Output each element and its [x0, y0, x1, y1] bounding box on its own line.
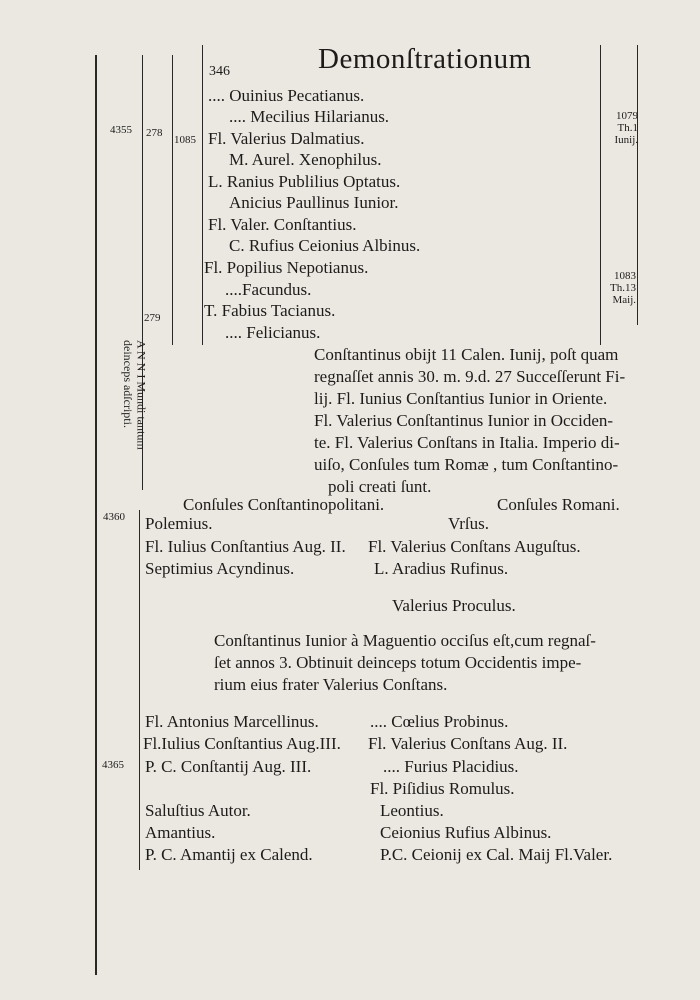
consul-rome: Fl. Piſidius Romulus.: [370, 779, 515, 798]
consul-rome: Fl. Valerius Conſtans Aug. II.: [368, 734, 568, 753]
right-margin-note: [602, 110, 638, 146]
paragraph-line: Conſtantinus Iunior à Maguentio occiſus eſt,cum regnaſ-: [214, 631, 596, 650]
consul-constantinople: Septimius Acyndinus.: [145, 559, 295, 578]
page-title: Demonſtrationum: [318, 43, 532, 75]
consul-constantinople: Fl.Iulius Conſtantius Aug.III.: [143, 734, 341, 753]
year-column-rule-lower: [139, 510, 140, 870]
year-number: 4365: [102, 759, 124, 771]
section-heading-constantinople: Conſules Conſtantinopolitani.: [183, 495, 385, 514]
consul-entry: C. Rufius Ceionius Albinus.: [229, 236, 421, 255]
note-line: Maij.: [612, 294, 636, 306]
paragraph-line: ſet annos 3. Obtinuit deinceps totum Occidentis impe-: [214, 653, 582, 672]
consul-rome: Vrſus.: [448, 514, 490, 533]
paragraph-line: Conſtantinus obijt 11 Calen. Iunij, poſt quam: [314, 345, 619, 364]
consul-rome: .... Cœlius Probinus.: [370, 712, 509, 731]
section-heading-rome: Conſules Romani.: [497, 495, 620, 514]
olympiad-number: 279: [144, 312, 161, 324]
consul-rome: P.C. Ceionij ex Cal. Maij Fl.Valer.: [380, 845, 613, 864]
urbe-number: 1085: [174, 134, 196, 146]
right-margin-note: [600, 270, 636, 306]
consul-entry: Anicius Paullinus Iunior.: [229, 193, 399, 212]
consul-entry: .... Mecilius Hilarianus.: [229, 107, 390, 126]
urbe-column-rule: [202, 45, 203, 345]
olympiad-column-rule: [172, 55, 173, 345]
consul-rome: .... Furius Placidius.: [383, 757, 519, 776]
note-line: 1079: [616, 110, 638, 122]
page-number: 346: [209, 64, 230, 79]
consul-rome: Leontius.: [380, 801, 444, 820]
consul-entry: Fl. Popilius Nepotianus.: [204, 258, 369, 277]
consul-constantinople: P. C. Conſtantij Aug. III.: [145, 757, 312, 776]
consul-entry: ....Facundus.: [225, 280, 312, 299]
consul-rome: Valerius Proculus.: [392, 596, 516, 615]
note-line: Th.1: [617, 122, 638, 134]
paragraph-line: regnaſſet annis 30. m. 9.d. 27 Succeſſerunt Fi-: [314, 367, 626, 386]
paragraph-line: te. Fl. Valerius Conſtans in Italia. Imperio di-: [314, 433, 620, 452]
note-line: 1083: [614, 270, 636, 282]
consul-entry: M. Aurel. Xenophilus.: [229, 150, 382, 169]
consul-entry: Fl. Valer. Conſtantius.: [208, 215, 357, 234]
vertical-margin-note: [120, 340, 148, 450]
vertical-note-line: A N N I Mundi tantum: [134, 340, 149, 450]
right-column-rule-right: [637, 45, 638, 325]
year-number: 4360: [103, 511, 125, 523]
consul-entry: L. Ranius Publilius Optatus.: [208, 172, 401, 191]
consul-entry: .... Felicianus.: [225, 323, 321, 342]
paragraph-line: lij. Fl. Iunius Conſtantius Iunior in Oriente.: [314, 389, 608, 408]
paragraph-line: Fl. Valerius Conſtantinus Iunior in Occiden-: [314, 411, 614, 430]
olympiad-number: 278: [146, 127, 163, 139]
vertical-note-line: deinceps adſcripti.: [120, 340, 135, 428]
consul-constantinople: P. C. Amantij ex Calend.: [145, 845, 313, 864]
consul-entry: T. Fabius Tacianus.: [204, 301, 336, 320]
consul-rome: Ceionius Rufius Albinus.: [380, 823, 552, 842]
narrative-paragraph: [214, 630, 596, 696]
note-line: Iunij.: [614, 134, 638, 146]
consul-rome: Fl. Valerius Conſtans Auguſtus.: [368, 537, 581, 556]
year-number: 4355: [110, 124, 132, 136]
consul-constantinople: Polemius.: [145, 514, 213, 533]
consul-rome: L. Aradius Rufinus.: [374, 559, 509, 578]
consul-entry: .... Ouinius Pecatianus.: [208, 86, 365, 105]
paragraph-line: uiſo, Conſules tum Romæ , tum Conſtantino-: [314, 455, 619, 474]
paragraph-line: poli creati ſunt.: [328, 477, 432, 496]
narrative-paragraph: [314, 344, 625, 498]
note-line: Th.13: [610, 282, 636, 294]
paragraph-line: rium eius frater Valerius Conſtans.: [214, 675, 448, 694]
consul-constantinople: Fl. Iulius Conſtantius Aug. II.: [145, 537, 346, 556]
consul-entry: Fl. Valerius Dalmatius.: [208, 129, 365, 148]
outer-left-rule: [95, 55, 97, 975]
consul-constantinople: Amantius.: [145, 823, 216, 842]
consul-constantinople: Saluſtius Autor.: [145, 801, 251, 820]
consul-constantinople: Fl. Antonius Marcellinus.: [145, 712, 319, 731]
